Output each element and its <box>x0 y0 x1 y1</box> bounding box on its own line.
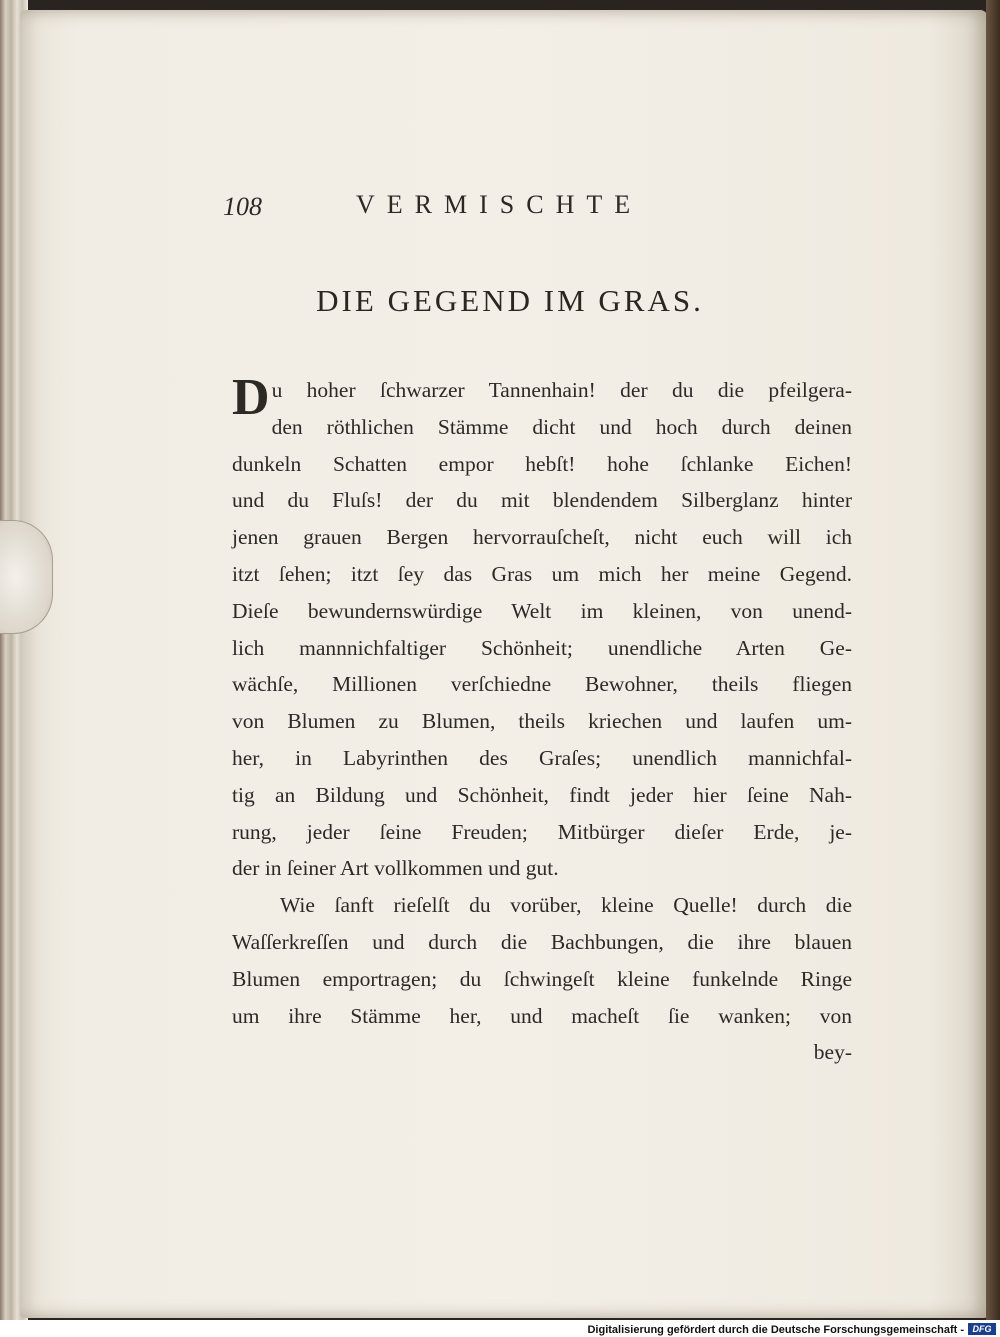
text-line: wächſe, Millionen verſchiedne Bewohner, theils fliegen <box>232 672 852 697</box>
text-line: von Blumen zu Blumen, theils kriechen und laufen um- <box>232 709 852 734</box>
dfg-logo-icon: DFG <box>968 1323 996 1335</box>
text-line: dunkeln Schatten empor hebſt! hohe ſchlanke Eichen! <box>232 451 852 476</box>
text-line: und du Fluſs! der du mit blendendem Silberglanz hinter <box>232 488 852 513</box>
first-line-text: u hoher ſchwarzer Tannenhain! der du die pfeilgera- <box>271 378 852 402</box>
drop-cap: D <box>232 369 270 426</box>
text-line: Dieſe bewundernswürdige Welt im kleinen, von unend- <box>232 598 852 623</box>
book-cover-edge <box>986 0 1000 1320</box>
chapter-title: DIE GEGEND IM GRAS. <box>316 283 704 318</box>
text-line: lich mannnichfaltiger Schönheit; unendliche Arten Ge- <box>232 635 852 660</box>
page-clip <box>0 520 53 634</box>
text-line: tig an Bildung und Schönheit, findt jeder hier ſeine Nah- <box>232 782 852 807</box>
paragraph-2 <box>232 887 852 1071</box>
footer-credit: Digitalisierung gefördert durch die Deutsche Forschungsgemeinschaft - <box>587 1324 964 1336</box>
text-line: her, in Labyrinthen des Graſes; unendlich mannichfal- <box>232 745 852 770</box>
text-line: jenen grauen Bergen hervorrauſcheſt, nicht euch will ich <box>232 525 852 550</box>
text-line: Blumen emportragen; du ſchwingeſt kleine funkelnde Ringe <box>232 966 852 991</box>
text-line: Waſſerkreſſen und durch die Bachbungen, die ihre blauen <box>232 929 852 954</box>
footer-bar <box>0 1320 1000 1337</box>
body-text <box>232 369 852 1071</box>
page-number: 108 <box>223 192 262 221</box>
catchword: bey- <box>813 1040 852 1065</box>
running-head <box>223 192 723 228</box>
paragraph-1 <box>232 369 852 887</box>
text-line: der in ſeiner Art vollkommen und gut. <box>232 856 559 881</box>
text-line: rung, jeder ſeine Freuden; Mitbürger dieſer Erde, je- <box>232 819 852 844</box>
text-line: den röthlichen Stämme dicht und hoch durch deinen <box>271 414 852 439</box>
text-line <box>232 369 852 426</box>
text-line: Wie ſanft rieſelſt du vorüber, kleine Quelle! durch die <box>280 893 852 918</box>
text-line: itzt ſehen; itzt ſey das Gras um mich her meine Gegend. <box>232 561 852 586</box>
text-line: um ihre Stämme her, und macheſt ſie wanken; von <box>232 1003 852 1028</box>
running-title: VERMISCHTE <box>356 190 643 219</box>
